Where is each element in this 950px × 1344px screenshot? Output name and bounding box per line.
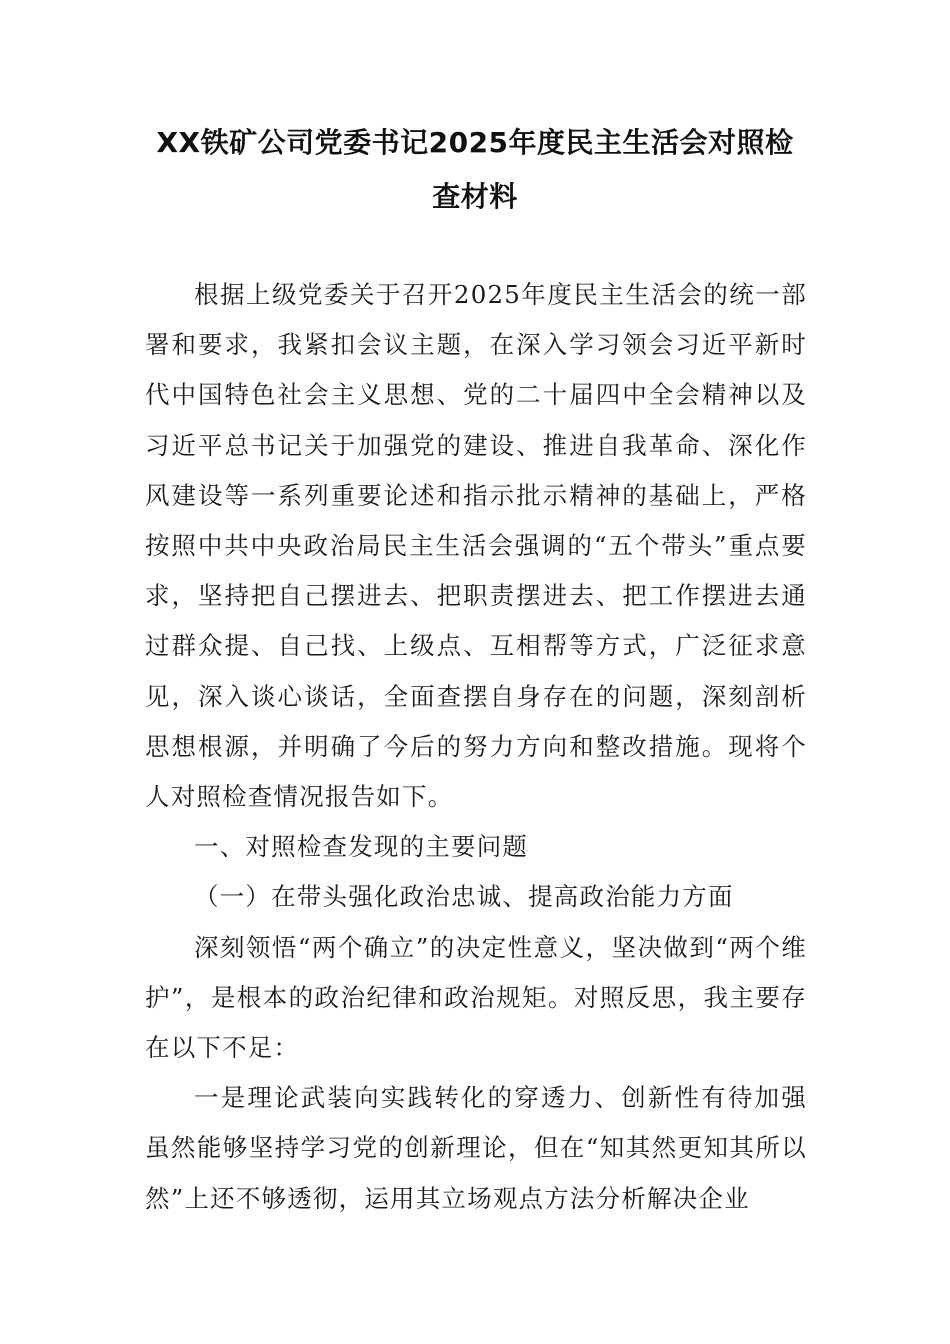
paragraph-theory-practice: 一是理论武装向实践转化的穿透力、创新性有待加强虽然能够坚持学习党的创新理论，但在“知其然更知其所以然”上还不够透彻，运用其立场观点方法分析解决企业 <box>145 1083 807 1213</box>
paragraph-political-loyalty: 深刻领悟“两个确立”的决定性意义，坚决做到“两个维护”，是根本的政治纪律和政治规矩。对照反思，我主要存在以下不足： <box>145 932 807 1063</box>
document-body <box>145 270 807 1224</box>
section-heading-main-problems: 一、对照检查发现的主要问题 <box>194 832 529 862</box>
subsection-heading-political-loyalty: （一）在带头强化政治忠诚、提高政治能力方面 <box>194 882 734 912</box>
document-title: XX铁矿公司党委书记2025年度民主生活会对照检查材料 <box>156 126 794 213</box>
paragraph-intro: 根据上级党委关于召开2025年度民主生活会的统一部署和要求，我紧扣会议主题，在深入学习领会习近平新时代中国特色社会主义思想、党的二十届四中全会精神以及习近平总书记关于加强党的建设、推进自我革命、深化作风建设等一系列重要论述和指示批示精神的基础上，严格按照中共中央政治局民主生活会强调的“五个带头”重点要求，坚持把自己摆进去、把职责摆进去、把工作摆进去通过群众提、自己找、上级点、互相帮等方式，广泛征求意见，深入谈心谈话，全面查摆自身存在的问题，深刻剖析思想根源，并明确了今后的努力方向和整改措施。现将个人对照检查情况报告如下。 <box>145 280 807 812</box>
